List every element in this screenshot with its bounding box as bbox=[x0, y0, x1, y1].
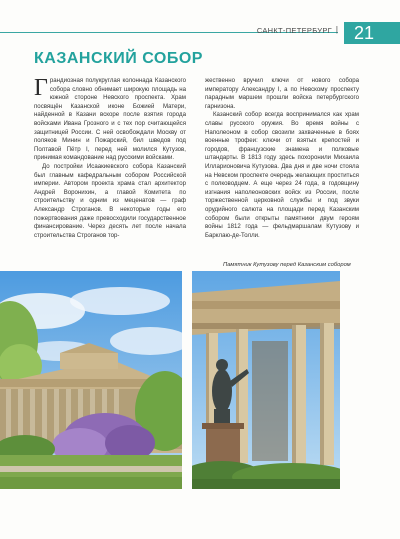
paragraph: До постройки Исаакиевского собора Казанский был главным кафедральным собором Российской империи. Автором проекта храма стал архитектор Андрей Воронихин, а главой Комитета по строительству и одним из меценатов — граф Александр Строганов. В некоторые годы его пожертвования даже превосходили государственное финансирование. Через десять лет после начала строительства Строганов тор- bbox=[34, 162, 186, 239]
photo-caption: Памятник Кутузову перед Казанским собором bbox=[223, 262, 351, 268]
text-column-2 bbox=[205, 77, 359, 240]
drop-cap: Г bbox=[34, 75, 48, 101]
paragraph bbox=[34, 77, 186, 163]
paragraph: Казанский собор всегда воспринимался как храм славы русского оружия. Во время войны с Наполеоном в собор свозили захваченные в боях военные трофеи: ключи от взятых крепостей и городов, французские знамена и полковые штандарты. В 1813 году здесь похоронили Михаила Илларионовича Кутузова. Два дня и две ночи стояла на Невском проспекте очередь желающих проститься с полководцем. А еще через 24 года, в годовщину изгнания наполеоновских войск из России, после торжественной церковной службы и под звуки орудийного салюта на площади перед Казанским собором были открыты памятники двум героям войны 1812 года — фельдмаршалам Кутузову и Барклаю-де-Толли. bbox=[205, 111, 359, 239]
page-title: КАЗАНСКИЙ СОБОР bbox=[34, 50, 203, 67]
header-separator: | bbox=[335, 25, 338, 34]
header-city: САНКТ-ПЕТЕРБУРГ bbox=[256, 26, 332, 35]
kazan-cathedral-colonnade-photo bbox=[0, 271, 182, 489]
paragraph-text: рандиозная полукруглая колоннада Казанского собора словно обнимает широкую площадь на южной стороне Невского проспекта. Храм посвящён Казанской иконе Божией Матери, найденной в Казани вскоре после взятия города войсками Ивана Грозного и с тех пор считающейся защитницей России. С ней освобождали Москву от поляков Минин и Пожарский, бил шведов под Полтавой Пётр I, перед ней молился Кутузов, принимая командование над русскими войсками. bbox=[34, 77, 186, 162]
text-column-1 bbox=[34, 77, 186, 240]
page-number: 21 bbox=[344, 22, 400, 44]
paragraph: жественно вручил ключи от нового собора императору Александру I, а по Невскому проспекту парадным маршем прошли войска петербургского гарнизона. bbox=[205, 77, 359, 110]
kutuzov-monument-photo bbox=[192, 271, 340, 489]
